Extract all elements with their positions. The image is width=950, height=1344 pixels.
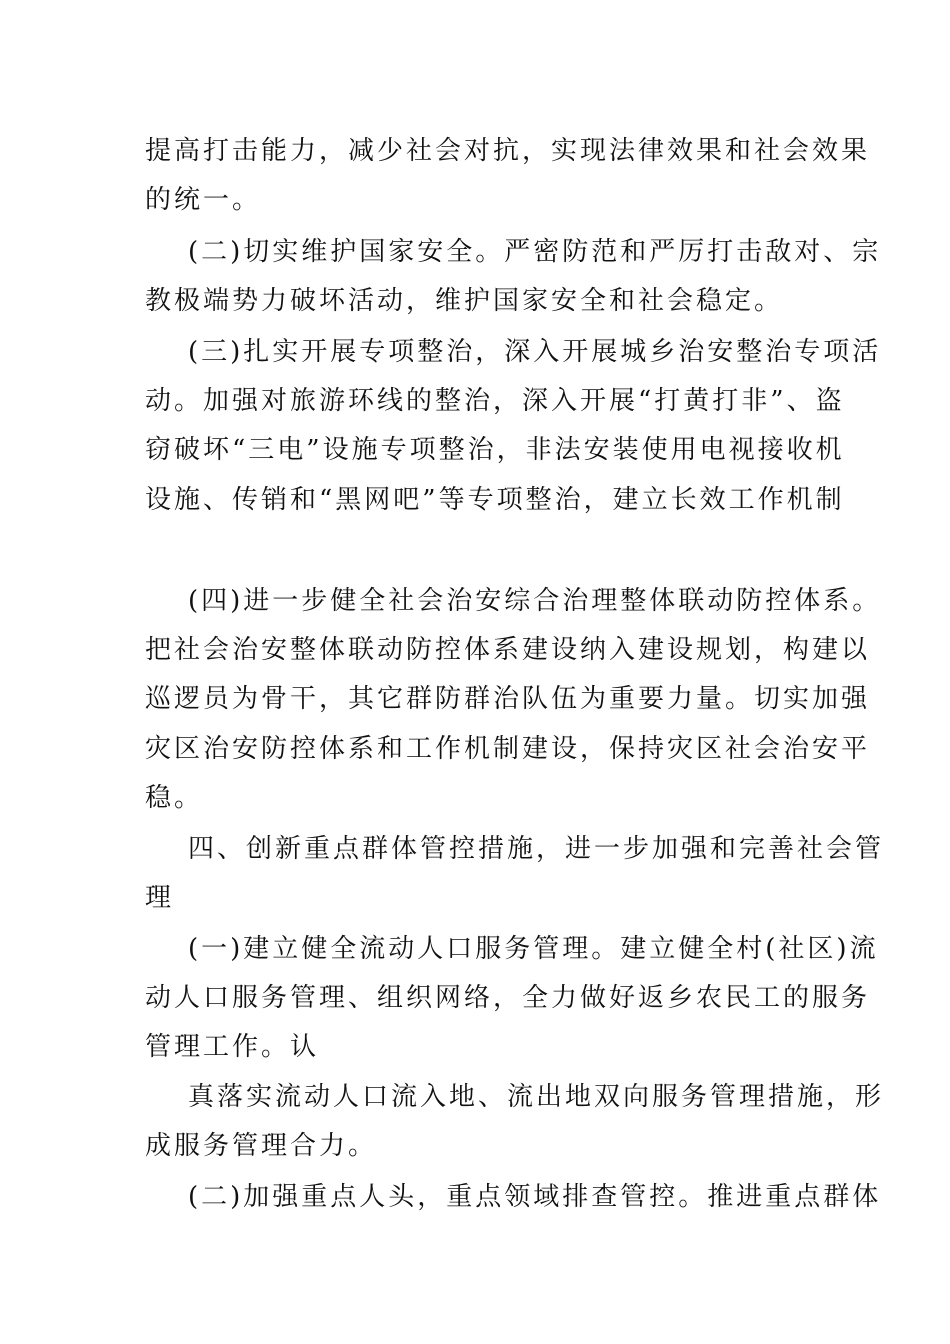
text-line: (四)进一步健全社会治安综合治理整体联动防控体系。 (188, 586, 882, 616)
text-line: (二)切实维护国家安全。严密防范和严厉打击敌对、宗 (188, 237, 882, 267)
text-line: 设施、传销和“黑网吧”等专项整治，建立长效工作机制 (145, 485, 845, 515)
text-line: 的统一。 (145, 185, 262, 215)
text-line: 理 (145, 883, 175, 913)
text-line: 巡逻员为骨干，其它群防群治队伍为重要力量。切实加强 (145, 684, 871, 714)
text-line: (一)建立健全流动人口服务管理。建立健全村(社区)流 (188, 934, 879, 964)
text-line: 管理工作。认 (145, 1032, 320, 1062)
text-line: 四、创新重点群体管控措施，进一步加强和完善社会管 (188, 834, 885, 864)
text-line: 把社会治安整体联动防控体系建设纳入建设规划，构建以 (145, 635, 871, 665)
text-line: 教极端势力破坏活动，维护国家安全和社会稳定。 (145, 286, 784, 316)
text-line: (二)加强重点人头，重点领域排查管控。推进重点群体 (188, 1182, 882, 1212)
text-line: (三)扎实开展专项整治，深入开展城乡治安整治专项活 (188, 337, 882, 367)
text-line: 窃破坏“三电”设施专项整治，非法安装使用电视接收机 (145, 435, 845, 465)
text-line: 动人口服务管理、组织网络，全力做好返乡农民工的服务 (145, 983, 871, 1013)
text-line: 动。加强对旅游环线的整治，深入开展“打黄打非”、盗 (145, 386, 845, 416)
text-line: 提高打击能力，减少社会对抗，实现法律效果和社会效果 (145, 136, 871, 166)
text-line: 真落实流动人口流入地、流出地双向服务管理措施，形 (188, 1082, 885, 1112)
text-line: 灾区治安防控体系和工作机制建设，保持灾区社会治安平 (145, 734, 871, 764)
text-line: 稳。 (145, 783, 204, 813)
text-line: 成服务管理合力。 (145, 1131, 378, 1161)
